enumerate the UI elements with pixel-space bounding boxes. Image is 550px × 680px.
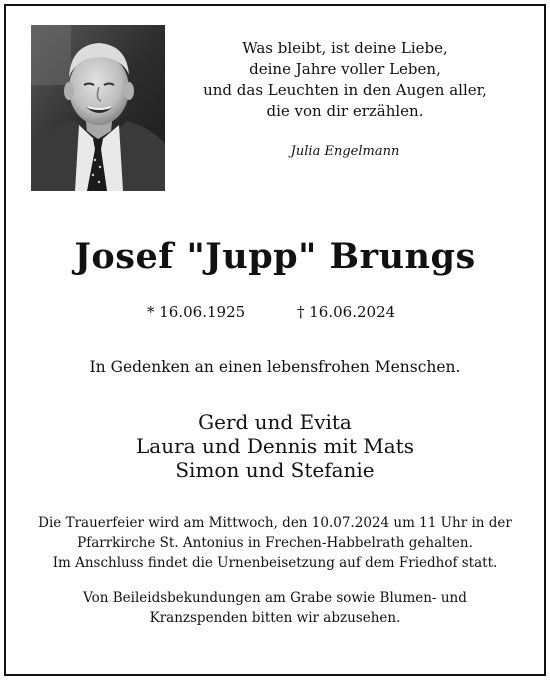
mourner-line: Gerd und Evita <box>198 410 352 434</box>
funeral-line: Pfarrkirche St. Antonius in Frechen-Habbelrath gehalten. <box>77 535 473 551</box>
poem-line: Was bleibt, ist deine Liebe, <box>242 39 448 57</box>
deceased-name: Josef "Jupp" Brungs <box>74 236 476 277</box>
funeral-line: Die Trauerfeier wird am Mittwoch, den 10.07.2024 um 11 Uhr in der <box>38 515 512 531</box>
condolence-request <box>40 588 510 628</box>
funeral-details <box>20 513 530 573</box>
condolence-line: Kranzspenden bitten wir abzusehen. <box>149 610 401 626</box>
funeral-line: Im Anschluss findet die Urnenbeisetzung auf dem Friedhof statt. <box>52 555 498 571</box>
death-date: † 16.06.2024 <box>297 303 396 321</box>
mourner-line: Simon und Stefanie <box>175 458 375 482</box>
memorial-text: In Gedenken an einen lebensfrohen Menschen. <box>89 358 461 376</box>
birth-date: * 16.06.1925 <box>147 303 246 321</box>
condolence-line: Von Beileidsbekundungen am Grabe sowie Blumen- und <box>83 590 467 606</box>
poem-line: die von dir erzählen. <box>266 102 424 120</box>
poem-line: deine Jahre voller Leben, <box>249 60 441 78</box>
mourner-line: Laura und Dennis mit Mats <box>136 434 414 458</box>
poem-author: Julia Engelmann <box>290 144 400 159</box>
poem-line: und das Leuchten in den Augen aller, <box>203 81 487 99</box>
poem <box>180 38 510 122</box>
portrait-image <box>31 25 165 191</box>
mourners-list <box>0 410 550 482</box>
portrait-photo <box>31 25 165 191</box>
